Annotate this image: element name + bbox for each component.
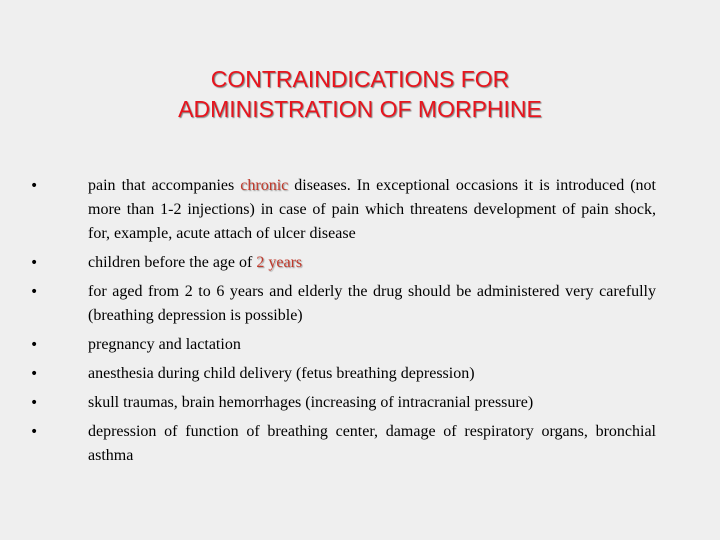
bullet-icon: •: [30, 255, 39, 271]
list-item: [30, 333, 656, 357]
bullet-icon: •: [30, 424, 39, 440]
list-item: [30, 362, 656, 386]
bullet-text: skull traumas, brain hemorrhages (increasing of intracranial pressure): [88, 394, 534, 411]
bullet-text: pain that accompanies: [88, 177, 241, 194]
list-item: [30, 251, 656, 275]
bullet-icon: •: [30, 284, 39, 300]
bullet-text: depression of function of breathing center, damage of respiratory organs, bronchial asthma: [88, 423, 656, 464]
bullet-text: children before the age of: [88, 254, 257, 271]
slide-title-line-1: CONTRAINDICATIONS FOR: [210, 66, 510, 92]
bullet-icon: •: [30, 337, 39, 353]
bullet-text: diseases. In exceptional occasions it is introduced (not more than 1-2 injections) in case of pain which threatens development of pain shock, for, example, acute attach of ulcer disease: [88, 177, 656, 242]
slide-title-line-2: ADMINISTRATION OF MORPHINE: [178, 96, 542, 122]
bullet-icon: •: [30, 395, 39, 411]
highlight-term: 2 years: [256, 254, 303, 271]
bullet-text: pregnancy and lactation: [88, 336, 241, 353]
highlight-term: chronic: [240, 177, 289, 194]
contraindications-list: [30, 174, 656, 473]
list-item: [30, 391, 656, 415]
bullet-text: for aged from 2 to 6 years and elderly the drug should be administered very carefully (breathing depression is possible): [88, 283, 656, 324]
bullet-icon: •: [30, 178, 39, 194]
bullet-icon: •: [30, 366, 39, 382]
list-item: [30, 280, 656, 328]
list-item: [30, 174, 656, 246]
list-item: [30, 420, 656, 468]
bullet-text: anesthesia during child delivery (fetus breathing depression): [88, 365, 475, 382]
slide-title: [60, 64, 660, 124]
